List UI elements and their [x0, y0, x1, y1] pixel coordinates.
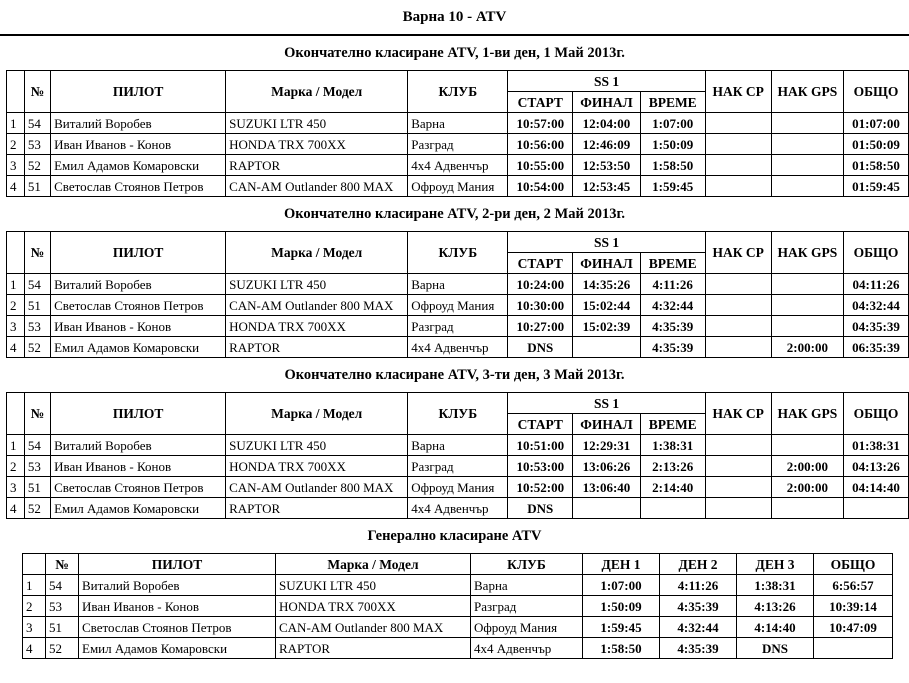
cell-pos: 2 [7, 295, 25, 316]
cell-total: 04:11:26 [844, 274, 909, 295]
cell-pen-gps [771, 155, 843, 176]
cell-pilot: Иван Иванов - Конов [51, 456, 226, 477]
cell-pilot: Иван Иванов - Конов [51, 316, 226, 337]
col-total: ОБЩО [844, 393, 909, 435]
cell-pen-gps [771, 274, 843, 295]
col-club: КЛУБ [471, 554, 583, 575]
day-results-table [6, 392, 909, 519]
cell-club: Варна [471, 575, 583, 596]
cell-machine: RAPTOR [226, 498, 408, 519]
cell-time: 4:32:44 [640, 295, 705, 316]
cell-total: 04:32:44 [844, 295, 909, 316]
col-start: СТАРТ [508, 253, 573, 274]
section-title: Окончателно класиране ATV, 3-ти ден, 3 Май 2013г. [284, 367, 625, 383]
cell-time: 4:35:39 [640, 337, 705, 358]
cell-pen-gps [771, 435, 843, 456]
general-classification-section [0, 519, 909, 659]
cell-machine: HONDA TRX 700XX [226, 134, 408, 155]
table-row [23, 596, 893, 617]
day-sections [0, 36, 909, 519]
col-time: ВРЕМЕ [640, 92, 705, 113]
cell-finish: 15:02:39 [573, 316, 640, 337]
col-club: КЛУБ [408, 393, 508, 435]
table-row [7, 113, 909, 134]
cell-club: Разград [408, 456, 508, 477]
cell-start: 10:24:00 [508, 274, 573, 295]
day-results-table [6, 70, 909, 197]
cell-finish [573, 498, 640, 519]
cell-pos: 3 [7, 316, 25, 337]
cell-pen-cp [705, 316, 771, 337]
cell-pen-cp [705, 274, 771, 295]
col-finish: ФИНАЛ [573, 92, 640, 113]
cell-pilot: Емил Адамов Комаровски [79, 638, 276, 659]
cell-time: 1:58:50 [640, 155, 705, 176]
cell-day2: 4:32:44 [660, 617, 737, 638]
cell-start: 10:30:00 [508, 295, 573, 316]
cell-num: 53 [24, 456, 50, 477]
table-header-row [7, 71, 909, 92]
col-pen-cp: НАК СР [705, 232, 771, 274]
cell-day3: DNS [737, 638, 814, 659]
cell-finish [573, 337, 640, 358]
col-pen-gps: НАК GPS [771, 393, 843, 435]
col-day3: ДЕН 3 [737, 554, 814, 575]
day-section [0, 36, 909, 197]
table-row [7, 274, 909, 295]
cell-num: 53 [46, 596, 79, 617]
cell-club: Офроуд Мания [408, 295, 508, 316]
section-title: Окончателно класиране ATV, 2-ри ден, 2 Май 2013г. [283, 206, 626, 222]
cell-start: 10:57:00 [508, 113, 573, 134]
cell-pen-cp [705, 498, 771, 519]
cell-machine: RAPTOR [226, 337, 408, 358]
table-row [23, 575, 893, 596]
table-header-row [7, 232, 909, 253]
cell-pilot: Светослав Стоянов Петров [51, 477, 226, 498]
table-row [7, 456, 909, 477]
cell-pos: 1 [7, 435, 25, 456]
general-results-table [22, 553, 893, 659]
cell-finish: 12:04:00 [573, 113, 640, 134]
table-row [7, 498, 909, 519]
cell-num: 52 [24, 498, 50, 519]
day-table-body [7, 435, 909, 519]
table-row [7, 316, 909, 337]
col-pos [7, 71, 25, 113]
col-total: ОБЩО [844, 232, 909, 274]
cell-finish: 13:06:40 [573, 477, 640, 498]
col-pos [7, 393, 25, 435]
cell-day1: 1:07:00 [583, 575, 660, 596]
cell-num: 51 [24, 477, 50, 498]
cell-num: 51 [24, 295, 50, 316]
day-table-body [7, 113, 909, 197]
col-pilot: ПИЛОТ [51, 232, 226, 274]
col-total: ОБЩО [814, 554, 893, 575]
cell-total: 01:38:31 [844, 435, 909, 456]
col-start: СТАРТ [508, 92, 573, 113]
col-pilot: ПИЛОТ [79, 554, 276, 575]
cell-pilot: Виталий Воробев [51, 435, 226, 456]
cell-club: Офроуд Мания [408, 176, 508, 197]
cell-pilot: Емил Адамов Комаровски [51, 498, 226, 519]
cell-club: Офроуд Мания [471, 617, 583, 638]
cell-start: DNS [508, 498, 573, 519]
cell-finish: 14:35:26 [573, 274, 640, 295]
cell-day1: 1:58:50 [583, 638, 660, 659]
cell-start: 10:52:00 [508, 477, 573, 498]
day-table-body [7, 274, 909, 358]
col-pos [23, 554, 46, 575]
cell-machine: CAN-AM Outlander 800 MAX [226, 295, 408, 316]
cell-total: 01:58:50 [844, 155, 909, 176]
cell-time: 1:07:00 [640, 113, 705, 134]
cell-total [814, 638, 893, 659]
cell-num: 52 [46, 638, 79, 659]
cell-day3: 4:13:26 [737, 596, 814, 617]
cell-time: 2:14:40 [640, 477, 705, 498]
cell-start: 10:53:00 [508, 456, 573, 477]
table-row [7, 155, 909, 176]
cell-start: 10:51:00 [508, 435, 573, 456]
col-pos [7, 232, 25, 274]
cell-num: 52 [24, 155, 50, 176]
cell-pos: 3 [23, 617, 46, 638]
cell-machine: SUZUKI LTR 450 [226, 435, 408, 456]
cell-club: 4х4 Адвенчър [408, 498, 508, 519]
col-machine: Марка / Модел [226, 393, 408, 435]
cell-pos: 1 [7, 113, 25, 134]
col-pen-gps: НАК GPS [771, 71, 843, 113]
cell-pilot: Светослав Стоянов Петров [51, 176, 226, 197]
cell-machine: HONDA TRX 700XX [226, 456, 408, 477]
cell-num: 54 [46, 575, 79, 596]
table-row [7, 337, 909, 358]
general-table-body [23, 575, 893, 659]
cell-pilot: Виталий Воробев [51, 113, 226, 134]
col-pen-gps: НАК GPS [771, 232, 843, 274]
col-num: № [24, 71, 50, 113]
cell-pilot: Иван Иванов - Конов [79, 596, 276, 617]
cell-finish: 13:06:26 [573, 456, 640, 477]
cell-day3: 4:14:40 [737, 617, 814, 638]
cell-num: 51 [46, 617, 79, 638]
cell-club: Варна [408, 274, 508, 295]
cell-num: 52 [24, 337, 50, 358]
cell-num: 51 [24, 176, 50, 197]
cell-total: 01:50:09 [844, 134, 909, 155]
table-row [7, 477, 909, 498]
col-pilot: ПИЛОТ [51, 393, 226, 435]
cell-club: Варна [408, 435, 508, 456]
cell-pos: 2 [7, 134, 25, 155]
cell-num: 54 [24, 435, 50, 456]
cell-pos: 4 [7, 176, 25, 197]
cell-pen-cp [705, 113, 771, 134]
cell-pen-cp [705, 134, 771, 155]
cell-pen-gps: 2:00:00 [771, 456, 843, 477]
cell-pen-gps [771, 134, 843, 155]
cell-club: 4х4 Адвенчър [471, 638, 583, 659]
cell-total: 6:56:57 [814, 575, 893, 596]
cell-pen-gps: 2:00:00 [771, 337, 843, 358]
col-num: № [46, 554, 79, 575]
cell-pos: 4 [7, 337, 25, 358]
cell-day1: 1:50:09 [583, 596, 660, 617]
cell-pilot: Емил Адамов Комаровски [51, 155, 226, 176]
col-pilot: ПИЛОТ [51, 71, 226, 113]
col-machine: Марка / Модел [276, 554, 471, 575]
cell-machine: SUZUKI LTR 450 [226, 274, 408, 295]
cell-pen-cp [705, 295, 771, 316]
cell-pen-cp [705, 176, 771, 197]
cell-pilot: Светослав Стоянов Петров [79, 617, 276, 638]
cell-num: 54 [24, 274, 50, 295]
cell-pen-cp [705, 456, 771, 477]
cell-start: DNS [508, 337, 573, 358]
cell-pos: 3 [7, 155, 25, 176]
cell-start: 10:27:00 [508, 316, 573, 337]
cell-machine: RAPTOR [276, 638, 471, 659]
cell-club: 4х4 Адвенчър [408, 337, 508, 358]
cell-total: 10:39:14 [814, 596, 893, 617]
col-time: ВРЕМЕ [640, 253, 705, 274]
cell-start: 10:54:00 [508, 176, 573, 197]
cell-machine: CAN-AM Outlander 800 MAX [226, 176, 408, 197]
cell-start: 10:56:00 [508, 134, 573, 155]
cell-pen-gps [771, 295, 843, 316]
cell-pos: 1 [23, 575, 46, 596]
cell-club: Разград [408, 316, 508, 337]
section-title: Окончателно класиране ATV, 1-ви ден, 1 Май 2013г. [284, 45, 625, 61]
col-total: ОБЩО [844, 71, 909, 113]
cell-day3: 1:38:31 [737, 575, 814, 596]
table-row [23, 638, 893, 659]
cell-num: 53 [24, 134, 50, 155]
cell-pilot: Виталий Воробев [51, 274, 226, 295]
col-finish: ФИНАЛ [573, 253, 640, 274]
cell-club: Разград [471, 596, 583, 617]
cell-finish: 12:53:50 [573, 155, 640, 176]
cell-total: 04:35:39 [844, 316, 909, 337]
col-ss-group: SS 1 [508, 71, 705, 92]
cell-day1: 1:59:45 [583, 617, 660, 638]
col-club: КЛУБ [408, 232, 508, 274]
cell-finish: 12:46:09 [573, 134, 640, 155]
cell-machine: CAN-AM Outlander 800 MAX [226, 477, 408, 498]
day-results-table [6, 231, 909, 358]
cell-finish: 15:02:44 [573, 295, 640, 316]
page-title: Варна 10 - ATV [402, 9, 507, 25]
day-section [0, 197, 909, 358]
cell-total: 04:14:40 [844, 477, 909, 498]
col-machine: Марка / Модел [226, 232, 408, 274]
cell-pos: 1 [7, 274, 25, 295]
cell-club: Офроуд Мания [408, 477, 508, 498]
cell-finish: 12:53:45 [573, 176, 640, 197]
cell-pen-cp [705, 155, 771, 176]
cell-pilot: Виталий Воробев [79, 575, 276, 596]
cell-total: 01:07:00 [844, 113, 909, 134]
cell-time: 1:38:31 [640, 435, 705, 456]
cell-machine: HONDA TRX 700XX [276, 596, 471, 617]
cell-pen-cp [705, 435, 771, 456]
cell-day2: 4:11:26 [660, 575, 737, 596]
cell-machine: RAPTOR [226, 155, 408, 176]
col-ss-group: SS 1 [508, 232, 705, 253]
general-section-title: Генерално класиране ATV [367, 528, 542, 544]
cell-pos: 4 [7, 498, 25, 519]
cell-total: 10:47:09 [814, 617, 893, 638]
col-day1: ДЕН 1 [583, 554, 660, 575]
table-row [23, 617, 893, 638]
cell-pilot: Иван Иванов - Конов [51, 134, 226, 155]
cell-club: Разград [408, 134, 508, 155]
cell-time: 4:11:26 [640, 274, 705, 295]
table-row [7, 435, 909, 456]
cell-start: 10:55:00 [508, 155, 573, 176]
table-row [7, 134, 909, 155]
cell-pen-gps [771, 316, 843, 337]
col-day2: ДЕН 2 [660, 554, 737, 575]
cell-pos: 3 [7, 477, 25, 498]
cell-pen-cp [705, 337, 771, 358]
cell-machine: CAN-AM Outlander 800 MAX [276, 617, 471, 638]
cell-time: 4:35:39 [640, 316, 705, 337]
cell-num: 54 [24, 113, 50, 134]
table-header-row [23, 554, 893, 575]
cell-total: 04:13:26 [844, 456, 909, 477]
col-machine: Марка / Модел [226, 71, 408, 113]
cell-pen-gps [771, 498, 843, 519]
cell-time: 1:50:09 [640, 134, 705, 155]
col-pen-cp: НАК СР [705, 71, 771, 113]
table-row [7, 176, 909, 197]
col-num: № [24, 232, 50, 274]
cell-club: Варна [408, 113, 508, 134]
cell-pen-gps [771, 176, 843, 197]
cell-pilot: Емил Адамов Комаровски [51, 337, 226, 358]
cell-time: 2:13:26 [640, 456, 705, 477]
cell-time: 1:59:45 [640, 176, 705, 197]
table-row [7, 295, 909, 316]
cell-pen-gps: 2:00:00 [771, 477, 843, 498]
cell-club: 4х4 Адвенчър [408, 155, 508, 176]
table-header-row [7, 393, 909, 414]
col-pen-cp: НАК СР [705, 393, 771, 435]
col-start: СТАРТ [508, 414, 573, 435]
cell-machine: HONDA TRX 700XX [226, 316, 408, 337]
cell-total [844, 498, 909, 519]
cell-total: 06:35:39 [844, 337, 909, 358]
cell-pos: 2 [7, 456, 25, 477]
col-time: ВРЕМЕ [640, 414, 705, 435]
col-ss-group: SS 1 [508, 393, 705, 414]
col-num: № [24, 393, 50, 435]
cell-num: 53 [24, 316, 50, 337]
cell-pos: 2 [23, 596, 46, 617]
day-section [0, 358, 909, 519]
col-finish: ФИНАЛ [573, 414, 640, 435]
cell-pen-cp [705, 477, 771, 498]
cell-time [640, 498, 705, 519]
cell-day2: 4:35:39 [660, 638, 737, 659]
cell-machine: SUZUKI LTR 450 [226, 113, 408, 134]
cell-pen-gps [771, 113, 843, 134]
cell-machine: SUZUKI LTR 450 [276, 575, 471, 596]
cell-total: 01:59:45 [844, 176, 909, 197]
col-club: КЛУБ [408, 71, 508, 113]
cell-day2: 4:35:39 [660, 596, 737, 617]
cell-finish: 12:29:31 [573, 435, 640, 456]
cell-pos: 4 [23, 638, 46, 659]
cell-pilot: Светослав Стоянов Петров [51, 295, 226, 316]
